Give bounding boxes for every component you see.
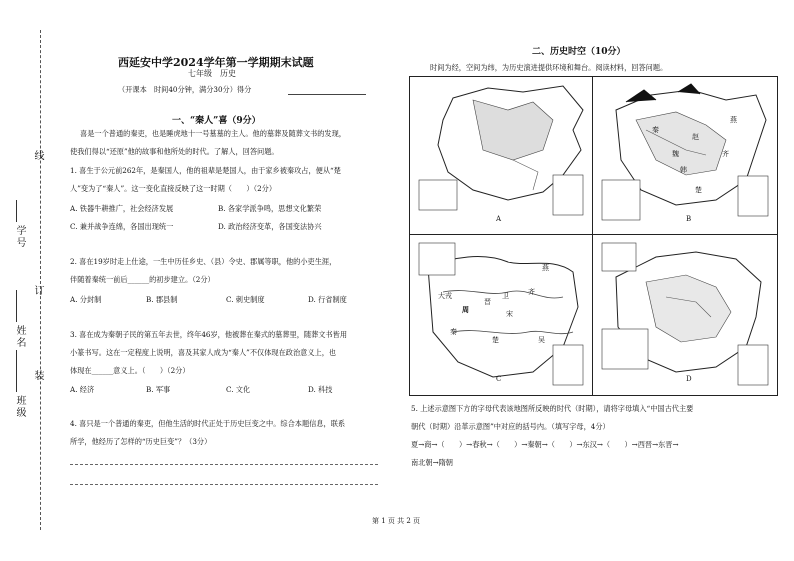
q3-stem-line2: 小篆书写。这在一定程度上说明，喜及其家人成为“秦人”不仅体现在政治意义上，也 [70, 348, 337, 357]
section1-intro-line2: 使我们得以“还原”他的故事和他所处的时代。了解人，回答问题。 [70, 147, 279, 156]
q2-option-c[interactable]: C. 刺史制度 [226, 295, 265, 304]
map-b-letter: B [686, 215, 692, 223]
map-c-label-zhou: 周 [462, 305, 469, 314]
student-id-label: 学号 [14, 225, 25, 249]
map-c-label-yan: 燕 [542, 264, 549, 272]
q3-option-d[interactable]: D. 科技 [308, 385, 333, 394]
q5-sequence-line2: 南北朝→隋朝 [411, 458, 453, 467]
map-c-label-jin: 晋 [484, 298, 491, 306]
q2-option-a[interactable]: A. 分封制 [70, 295, 102, 304]
exam-title: 西延安中学2024学年第一学期期末试题 [118, 56, 314, 69]
q1-option-a[interactable]: A. 铁器牛耕推广，社会经济发展 [70, 204, 174, 213]
page-number: 第 1 页 共 2 页 [372, 517, 421, 525]
map-divider-v [592, 77, 593, 395]
q1-option-c[interactable]: C. 兼并战争连绵，各国出现统一 [70, 222, 174, 231]
mark-ding: 订 [32, 285, 43, 297]
q4-answer-line-2[interactable] [70, 484, 378, 485]
map-b-label-yan: 燕 [730, 116, 737, 124]
q3-stem-line3: 体现在______意义上。（ ）（2分） [70, 366, 190, 375]
score-line[interactable] [288, 94, 366, 95]
q2-option-d[interactable]: D. 行省制度 [308, 295, 347, 304]
map-panel [409, 76, 778, 396]
section2-heading: 二、历史时空（10分） [532, 47, 626, 57]
q5-stem-line1: 5. 上述示意图下方的字母代表该地图所反映的时代（时期），请将字母填入“中国古代主要 [411, 404, 694, 413]
q1-option-d[interactable]: D. 政治经济变革，各国变法协兴 [218, 222, 322, 231]
section1-intro-line1: 喜是一个普通的秦吏，也是睡虎地十一号墓墓的主人。他的墓葬及随葬文书的发现， [80, 129, 346, 138]
q1-stem-line1: 1. 喜生于公元前262年，是秦国人，他的祖辈是楚国人，由于家乡被秦攻占，便从“楚 [70, 166, 341, 175]
map-c-label-wu: 吴 [538, 336, 545, 344]
map-b [596, 80, 774, 230]
map-c [413, 237, 589, 392]
mark-zhuang: 装 [32, 370, 43, 382]
binding-margin [0, 0, 60, 561]
q2-stem-line2: 伴随着秦统一前后______的初步建立。（2分） [70, 275, 215, 284]
seal-line [40, 30, 41, 530]
name-line[interactable] [16, 290, 17, 322]
mark-xian: 线 [32, 150, 43, 162]
q3-option-b[interactable]: B. 军事 [146, 385, 171, 394]
map-b-label-wei: 魏 [672, 150, 679, 158]
q3-option-a[interactable]: A. 经济 [70, 385, 95, 394]
map-c-label-wei: 卫 [502, 292, 509, 300]
map-b-label-han: 韩 [680, 166, 687, 174]
map-c-label-qi: 齐 [528, 288, 535, 296]
map-a-letter: A [496, 215, 502, 223]
map-c-label-qin: 秦 [450, 328, 457, 336]
q1-option-b[interactable]: B. 各家学派争鸣，思想文化繁荣 [218, 204, 322, 213]
map-b-label-qin: 秦 [652, 126, 659, 134]
map-d [596, 237, 774, 392]
q4-stem-line2: 所学，他经历了怎样的“历史巨变”？（3分） [70, 437, 212, 446]
map-d-letter: D [686, 375, 692, 383]
map-c-letter: C [496, 375, 502, 383]
q4-stem-line1: 4. 喜只是一个普通的秦吏，但他生活的时代正处于历史巨变之中。综合本题信息，联系 [70, 419, 346, 428]
q1-stem-line2: 人”变为了“秦人”。这一变化直接反映了这一时期（ ）（2分） [70, 184, 277, 193]
q5-stem-line2: 朝代（时期）沿革示意图”中对应的括号内。（填写字母，4分） [411, 422, 610, 431]
q3-stem-line1: 3. 喜在成为秦朝子民的第五年去世，终年46岁，他被葬在秦式的墓葬里，随葬文书皆用 [70, 330, 348, 339]
map-a [413, 80, 589, 230]
class-line[interactable] [16, 350, 17, 392]
grade-subject: 七年级 历史 [188, 69, 236, 78]
exam-info: （开课本 时间40分钟，满分30分）得分 [118, 85, 252, 94]
class-label: 班级 [14, 395, 25, 419]
section2-intro: 时间为经，空间为纬，为历史演进提供环境和舞台。阅读材料，回答问题。 [430, 63, 668, 72]
q4-answer-line-1[interactable] [70, 464, 378, 465]
q3-option-c[interactable]: C. 文化 [226, 385, 251, 394]
section1-heading: 一、“秦人”喜（9分） [172, 116, 261, 126]
map-b-label-chu: 楚 [695, 186, 702, 194]
map-b-label-zhao: 赵 [692, 133, 699, 141]
q2-option-b[interactable]: B. 郡县制 [146, 295, 178, 304]
student-id-line[interactable] [16, 200, 17, 222]
map-c-label-dayong: 大戎 [438, 292, 452, 300]
map-c-label-song: 宋 [506, 310, 513, 318]
name-label: 姓名 [14, 325, 25, 349]
map-b-label-qi: 齐 [722, 150, 729, 158]
q5-sequence-line1[interactable]: 夏→商→（ ）→春秋→（ ）→秦朝→（ ）→东汉→（ ）→西晋→东晋→ [411, 440, 679, 449]
map-divider-h [410, 234, 777, 235]
q2-stem-line1: 2. 喜在19岁时走上仕途，一生中历任乡史、（县）令史、郡属等职，他的小吏生涯， [70, 257, 337, 266]
map-c-label-chu: 楚 [492, 336, 499, 344]
